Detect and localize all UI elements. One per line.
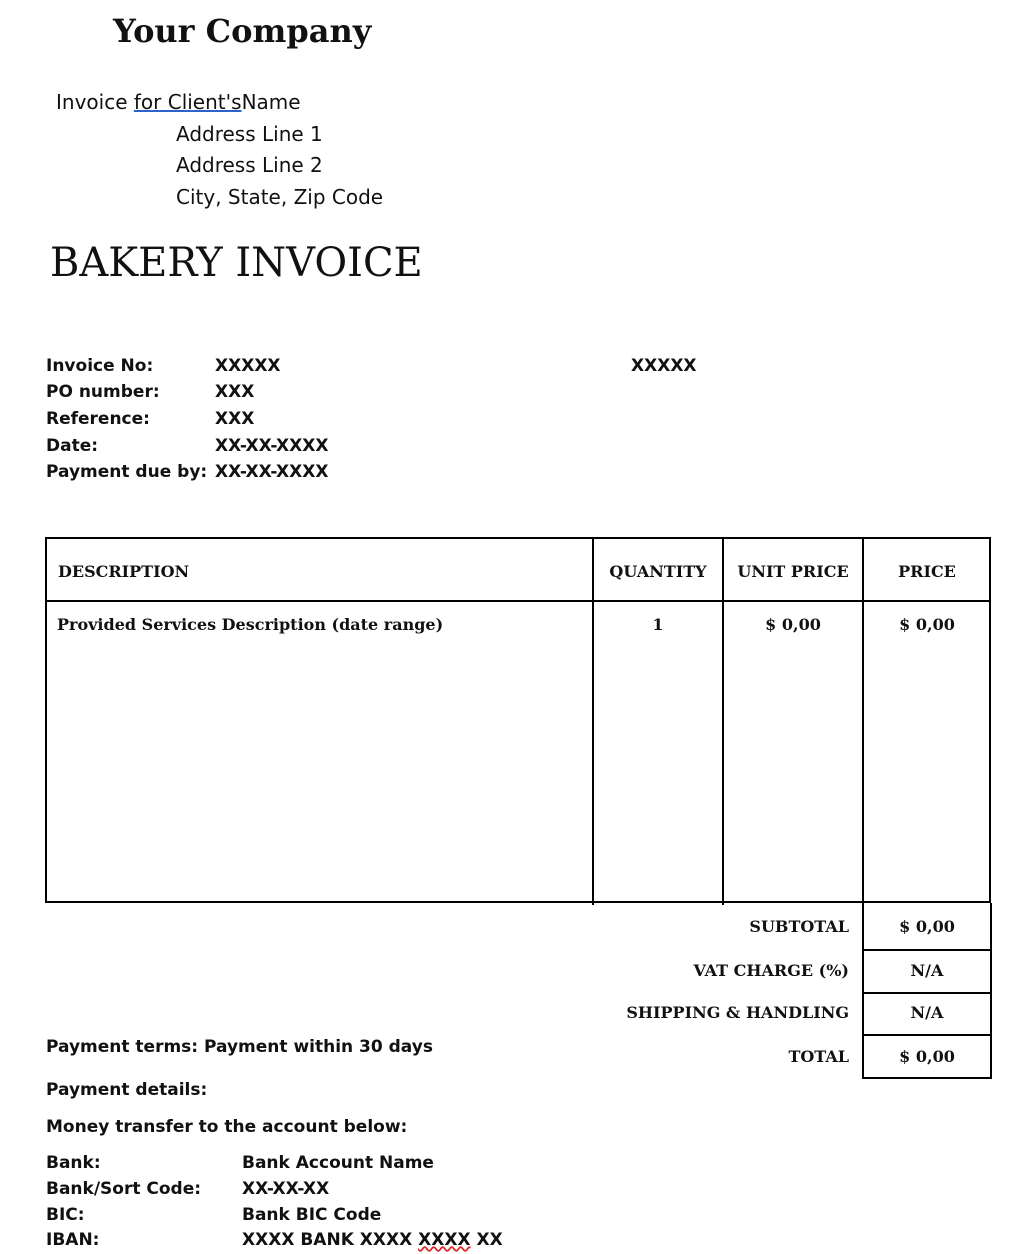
sort-code-label: Bank/Sort Code: xyxy=(46,1179,202,1199)
header-description: DESCRIPTION xyxy=(58,562,190,581)
subtotal-label: SUBTOTAL xyxy=(749,917,849,936)
company-name: Your Company xyxy=(113,12,372,50)
items-table xyxy=(45,537,991,903)
date-label: Date: xyxy=(46,436,99,456)
invoice-extra-value: XXXXX xyxy=(631,356,697,376)
table-header-divider xyxy=(45,600,991,602)
iban-part-c: XX xyxy=(470,1230,503,1250)
totals-divider-3 xyxy=(862,1034,992,1036)
row-quantity: 1 xyxy=(652,615,664,634)
bic-value: Bank BIC Code xyxy=(242,1205,382,1225)
due-label: Payment due by: xyxy=(46,462,208,482)
invoice-no-value: XXXXX xyxy=(215,356,281,376)
client-suffix: Name xyxy=(241,90,301,114)
client-name-line xyxy=(56,90,301,114)
total-label: TOTAL xyxy=(788,1047,849,1066)
shipping-label: SHIPPING & HANDLING xyxy=(626,1003,849,1022)
iban-part-a: XXXX BANK XXXX xyxy=(242,1230,419,1250)
iban-part-b: XXXX xyxy=(418,1230,471,1250)
reference-value: XXX xyxy=(215,409,255,429)
table-col-divider-1 xyxy=(592,537,594,905)
total-value: $ 0,00 xyxy=(899,1047,955,1066)
header-unit-price: UNIT PRICE xyxy=(737,562,849,581)
iban-value xyxy=(242,1230,503,1250)
date-value: XX-XX-XXXX xyxy=(215,436,329,456)
address-line-2: Address Line 2 xyxy=(176,153,323,177)
vat-value: N/A xyxy=(910,961,944,980)
payment-details: Payment details: xyxy=(46,1080,208,1100)
totals-divider-1 xyxy=(862,949,992,951)
row-price: $ 0,00 xyxy=(899,615,955,634)
row-description: Provided Services Description (date range) xyxy=(57,615,444,634)
vat-label: VAT CHARGE (%) xyxy=(693,961,849,980)
row-unit-price: $ 0,00 xyxy=(765,615,821,634)
transfer-note: Money transfer to the account below: xyxy=(46,1117,408,1137)
city-state-zip: City, State, Zip Code xyxy=(176,185,384,209)
table-col-divider-3 xyxy=(862,537,864,905)
client-underlined: for Client's xyxy=(133,90,242,114)
po-value: XXX xyxy=(215,382,255,402)
header-quantity: QUANTITY xyxy=(609,562,707,581)
totals-divider-2 xyxy=(862,992,992,994)
sort-code-value: XX-XX-XX xyxy=(242,1179,330,1199)
table-col-divider-2 xyxy=(722,537,724,905)
invoice-no-label: Invoice No: xyxy=(46,356,154,376)
reference-label: Reference: xyxy=(46,409,150,429)
address-line-1: Address Line 1 xyxy=(176,122,323,146)
subtotal-value: $ 0,00 xyxy=(899,917,955,936)
invoice-title: BAKERY INVOICE xyxy=(50,240,423,286)
client-prefix: Invoice xyxy=(56,90,134,114)
bic-label: BIC: xyxy=(46,1205,85,1225)
bank-label: Bank: xyxy=(46,1153,101,1173)
po-label: PO number: xyxy=(46,382,160,402)
bank-value: Bank Account Name xyxy=(242,1153,434,1173)
payment-terms: Payment terms: Payment within 30 days xyxy=(46,1037,433,1057)
header-price: PRICE xyxy=(898,562,956,581)
due-value: XX-XX-XXXX xyxy=(215,462,329,482)
iban-label: IBAN: xyxy=(46,1230,100,1250)
shipping-value: N/A xyxy=(910,1003,944,1022)
